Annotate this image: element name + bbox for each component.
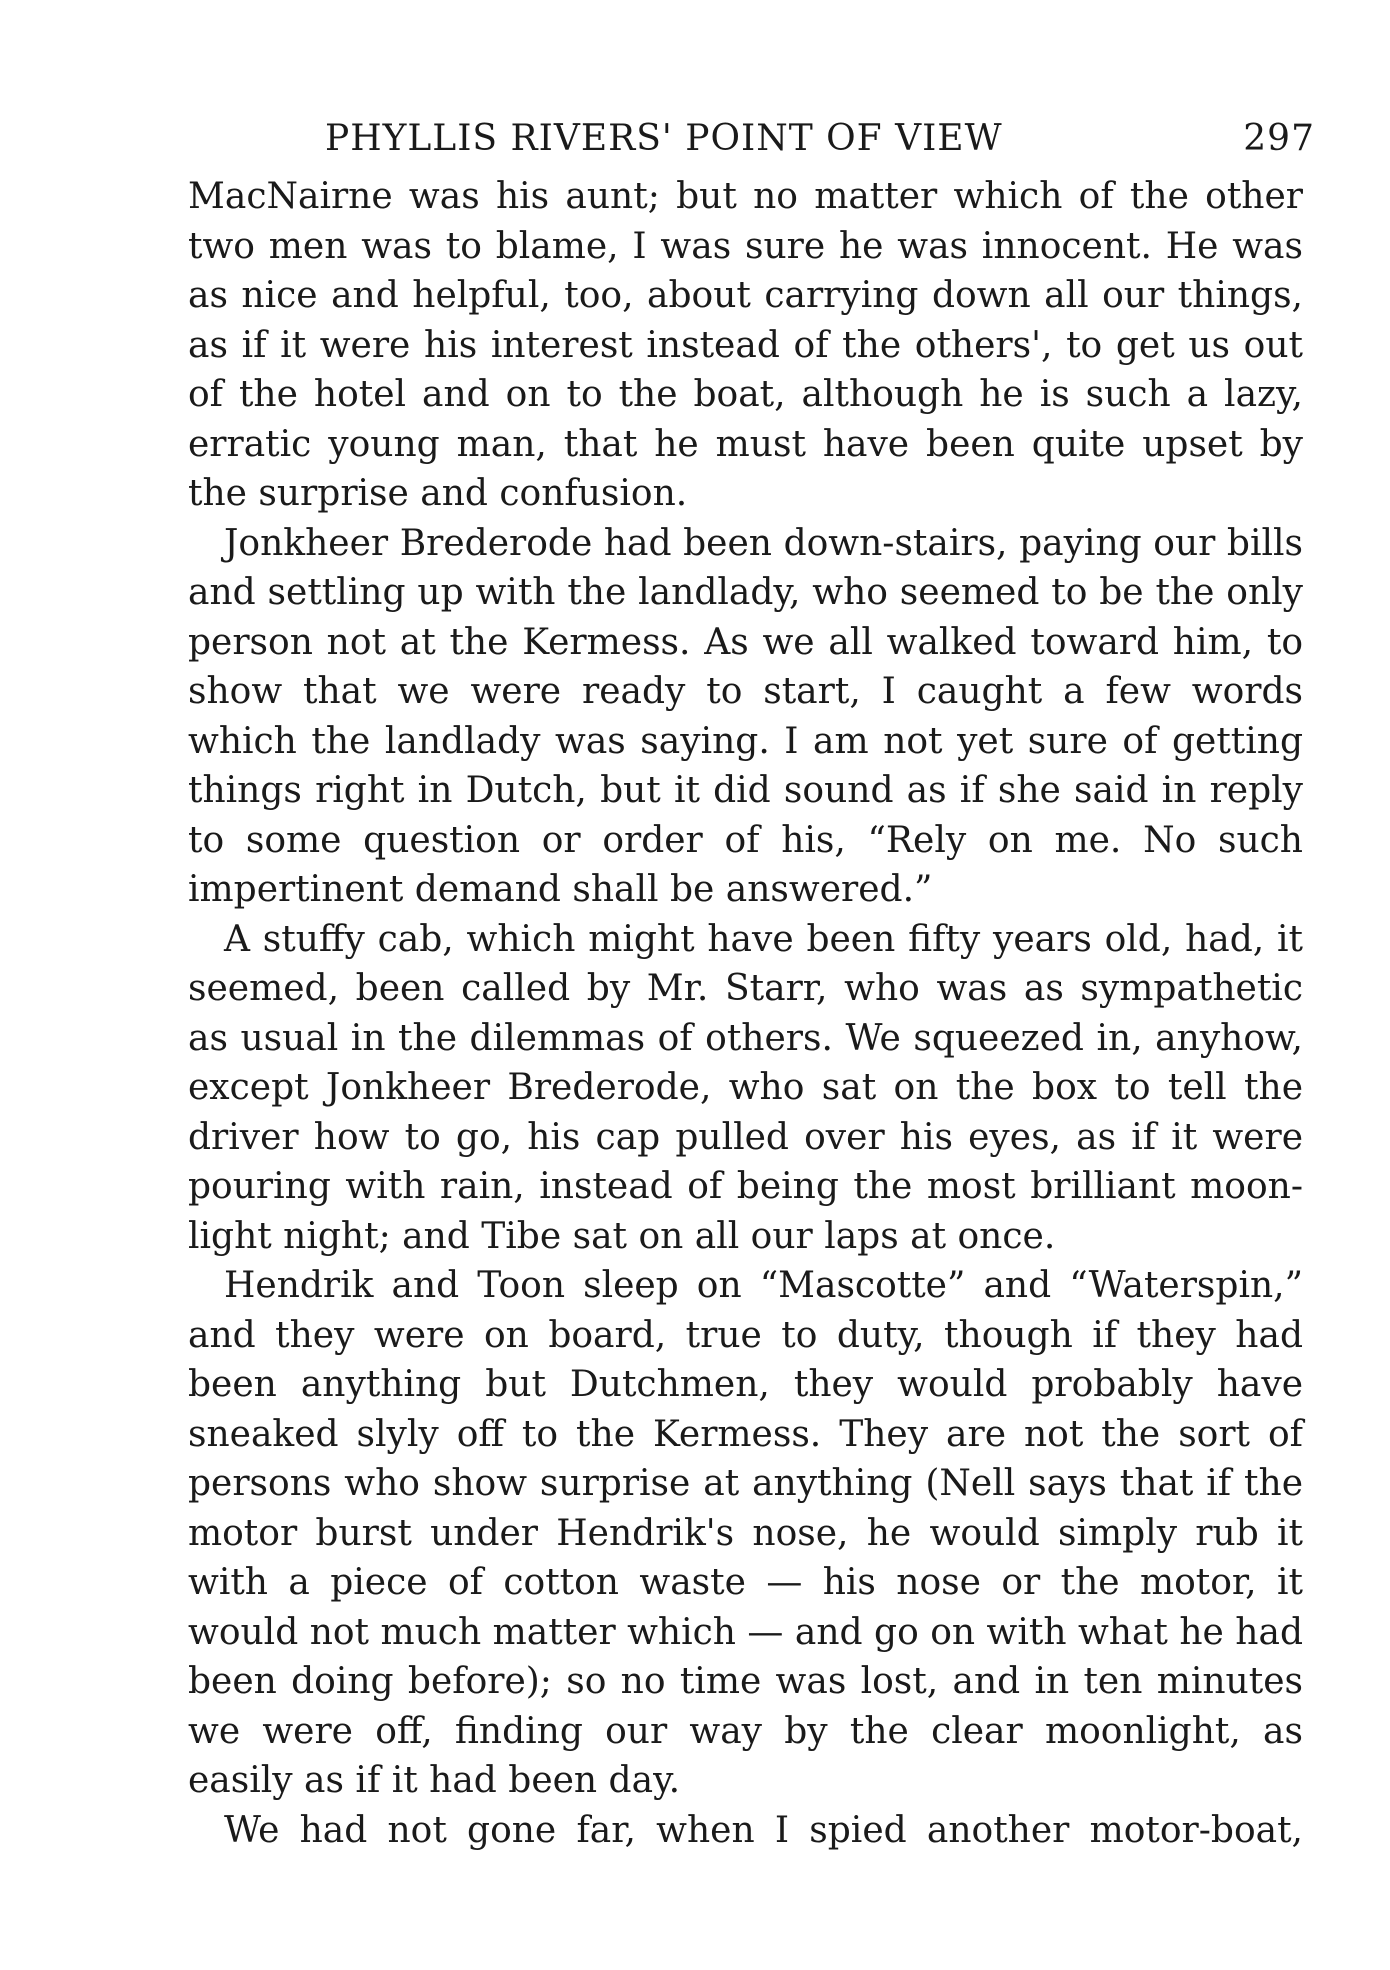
paragraph: Jonkheer Brederode had been down-stairs, paying our bills and settling up with the landlady, who seemed to be the only person not at the Kermess. As we all walked toward him, to show that we were ready to start, I caught a few words which the landlady was saying. I am not yet sure of getting things right in Dutch, but it did sound as if she said in reply to some question or order of his, “Rely on me. No such impertinent demand shall be answered.” [188, 522, 1303, 910]
page-number: 297 [1243, 118, 1315, 159]
paragraph: MacNairne was his aunt; but no matter which of the other two men was to blame, I was sure he was innocent. He was as nice and helpful, too, about carrying down all our things, as if it were his interest instead of the others', to get us out of the hotel and on to the boat, although he is such a lazy, erratic young man, that he must have been quite upset by the surprise and confusion. [188, 176, 1303, 514]
body-text [188, 172, 1303, 1855]
running-title: PHYLLIS RIVERS' POINT OF VIEW [325, 118, 1003, 159]
running-head [188, 118, 1315, 172]
paragraph: A stuffy cab, which might have been fifty years old, had, it seemed, been called by Mr. Starr, who was as sympathetic as usual in the dilemmas of others. We squeezed in, anyhow, except Jonkheer Brederode, who sat on the box to tell the driver how to go, his cap pulled over his eyes, as if it were pouring with rain, instead of being the most brilliant moonlight night; and Tibe sat on all our laps at once. [188, 918, 1303, 1257]
paragraph: We had not gone far, when I spied another motor-boat, [224, 1809, 1303, 1851]
paragraph: Hendrik and Toon sleep on “Mascotte” and “Waterspin,” and they were on board, true to duty, though if they had been anything but Dutchmen, they would probably have sneaked slyly off to the Kermess. They are not the sort of persons who show surprise at anything (Nell says that if the motor burst under Hendrik's nose, he would simply rub it with a piece of cotton waste — his nose or the motor, it would not much matter which — and go on with what he had been doing before); so no time was lost, and in ten minutes we were off, finding our way by the clear moonlight, as easily as if it had been day. [188, 1265, 1303, 1801]
book-page [188, 118, 1315, 1855]
